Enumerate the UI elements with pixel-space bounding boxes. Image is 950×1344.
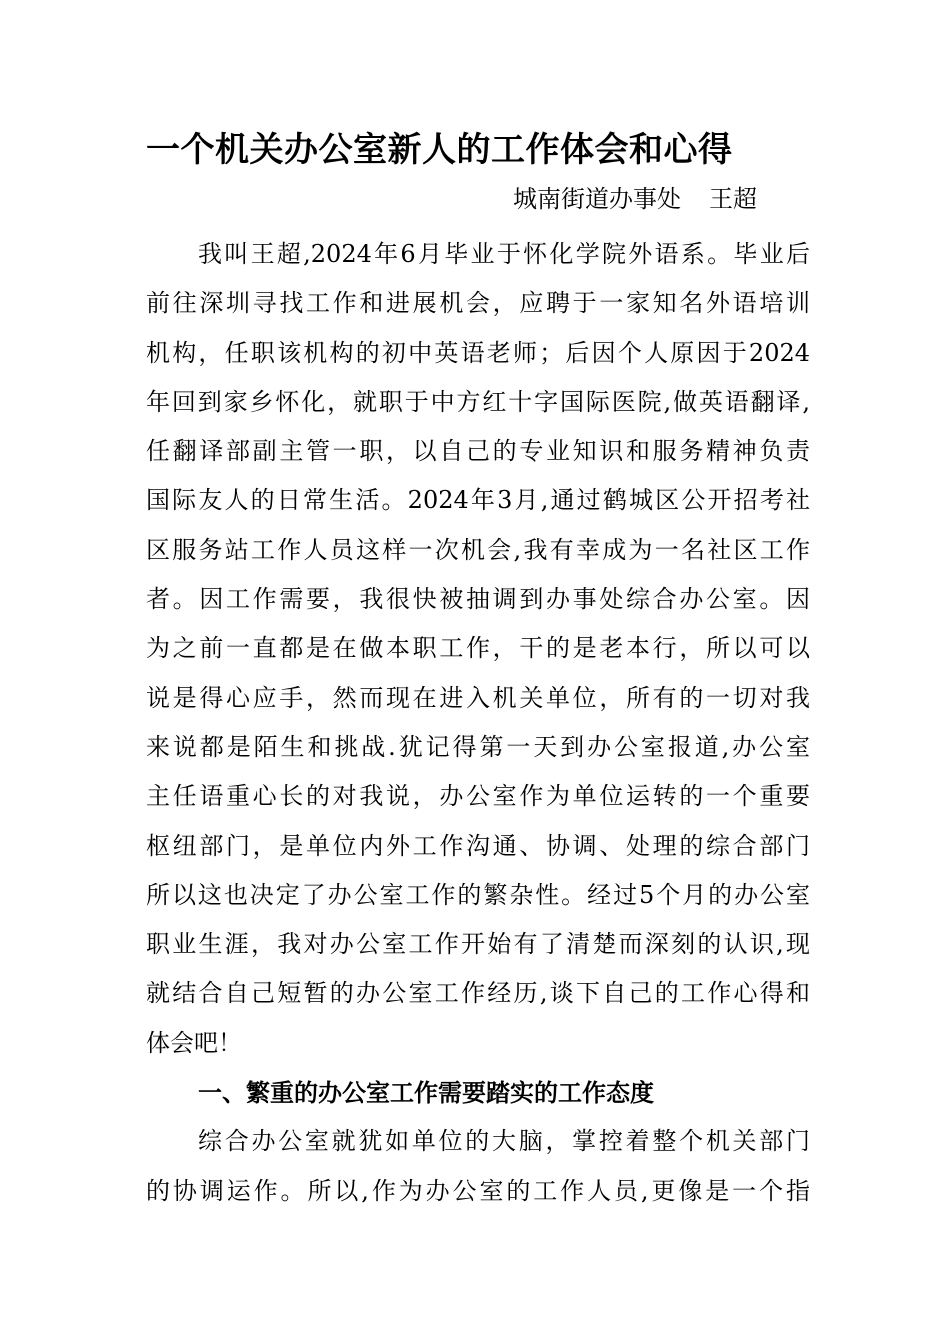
paragraph-1-line: 来说都是陌生和挑战.犹记得第一天到办公室报道,办公室 [146, 732, 810, 761]
paragraph-1-line: 枢纽部门，是单位内外工作沟通、协调、处理的综合部门 [146, 831, 810, 860]
author-name: 王超 [709, 185, 757, 213]
paragraph-1-line: 主任语重心长的对我说，办公室作为单位运转的一个重要 [146, 782, 810, 811]
document-title: 一个机关办公室新人的工作体会和心得 [146, 130, 733, 170]
section-1-heading: 一、繁重的办公室工作需要踏实的工作态度 [198, 1078, 654, 1108]
paragraph-2-line: 的协调运作。所以,作为办公室的工作人员,更像是一个指 [146, 1176, 810, 1205]
paragraph-1-line: 者。因工作需要，我很快被抽调到办事处综合办公室。因 [146, 585, 810, 614]
paragraph-1-line: 我叫王超,2024年6月毕业于怀化学院外语系。毕业后 [198, 240, 810, 268]
paragraph-1-line: 区服务站工作人员这样一次机会,我有幸成为一名社区工作 [146, 535, 810, 564]
paragraph-1-line: 年回到家乡怀化，就职于中方红十字国际医院,做英语翻译, [146, 387, 810, 416]
document-body [146, 230, 810, 1216]
paragraph-2-line: 综合办公室就犹如单位的大脑，掌控着整个机关部门 [198, 1127, 810, 1156]
paragraph-1-line: 前往深圳寻找工作和进展机会，应聘于一家知名外语培训 [146, 289, 810, 318]
author-line [513, 181, 757, 217]
author-org: 城南街道办事处 [513, 185, 681, 213]
paragraph-1-line: 国际友人的日常生活。2024年3月,通过鹤城区公开招考社 [146, 486, 810, 515]
paragraph-1-line: 机构，任职该机构的初中英语老师；后因个人原因于2024 [146, 338, 810, 367]
paragraph-1-line: 为之前一直都是在做本职工作，干的是老本行，所以可以 [146, 634, 810, 663]
paragraph-1-line: 体会吧！ [146, 1028, 242, 1057]
paragraph-1-line: 任翻译部副主管一职，以自己的专业知识和服务精神负责 [146, 437, 810, 466]
paragraph-1-line: 职业生涯，我对办公室工作开始有了清楚而深刻的认识,现 [146, 930, 810, 959]
paragraph-1-line: 所以这也决定了办公室工作的繁杂性。经过5个月的办公室 [146, 880, 810, 909]
paragraph-1-line: 说是得心应手，然而现在进入机关单位，所有的一切对我 [146, 683, 810, 712]
paragraph-1-line: 就结合自己短暂的办公室工作经历,谈下自己的工作心得和 [146, 979, 810, 1008]
